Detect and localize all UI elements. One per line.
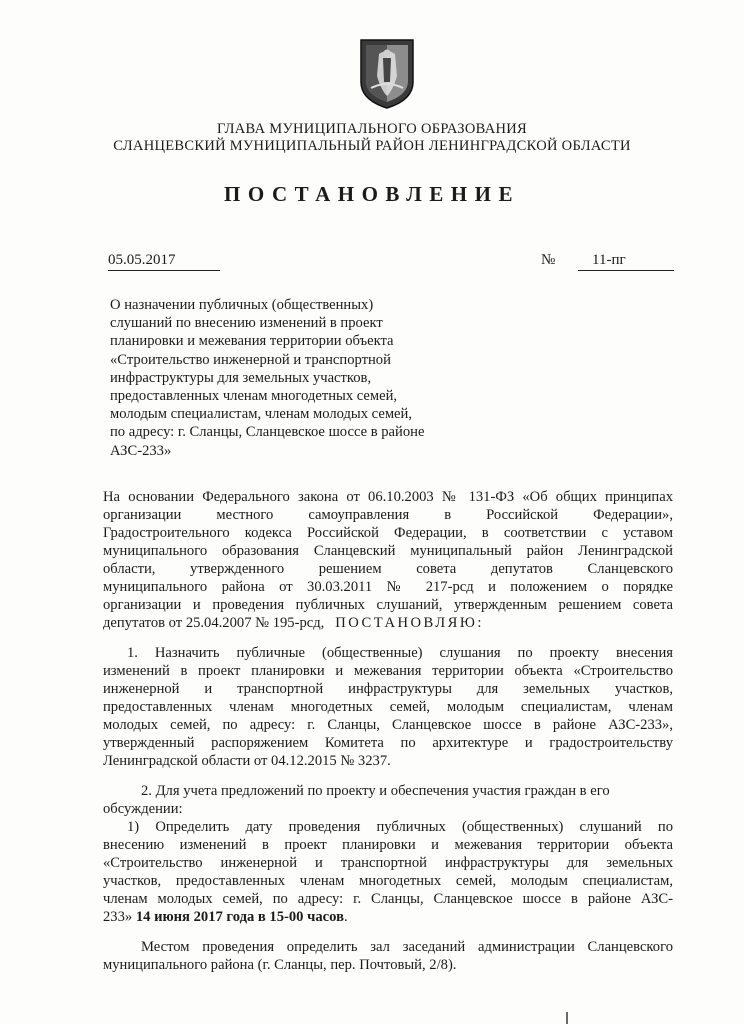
document-body	[103, 488, 673, 974]
text-line: обсуждении:	[103, 801, 183, 817]
subject-line: О назначении публичных (общественных)	[110, 297, 374, 313]
text-fragment: .	[343, 909, 348, 925]
page-edge-mark	[566, 1012, 568, 1024]
text-line: «Строительство инженерной и транспортной инфраструктуры для земельных	[103, 855, 673, 871]
text-line	[103, 908, 673, 926]
subject-line: «Строительство инженерной и транспортной	[110, 351, 391, 368]
text-line: инженерной и транспортной инфраструктуры для земельных участков,	[103, 681, 673, 697]
text-line: членам молодых семей, по адресу: г. Сланцы, Сланцевское шоссе в районе АЗС-	[103, 891, 673, 907]
subject-line: АЗС-233»	[110, 442, 172, 459]
subject-line: по адресу: г. Сланцы, Сланцевское шоссе в районе	[110, 424, 425, 441]
document-number: 11-пг	[578, 252, 674, 271]
item-1-paragraph	[103, 644, 673, 770]
text-line: 2. Для учета предложений по проекту и обеспечения участия граждан в его	[141, 783, 610, 799]
text-line: предоставленных членам многодетных семей, молодым специалистам, членам	[103, 699, 673, 715]
coat-of-arms-icon	[357, 36, 417, 110]
text-line: организации местного самоуправления в Российской Федерации»,	[103, 507, 673, 523]
text-line: Ленинградской области от 04.12.2015 № 3237.	[103, 753, 391, 769]
text-line: внесению изменений в проект планировки и межевания территории объекта	[103, 837, 673, 853]
text-line: молодых семей, по адресу: г. Сланцы, Сланцевское шоссе в районе АЗС-233»,	[103, 717, 673, 733]
document-subject	[110, 296, 470, 460]
item-2-1-paragraph	[103, 818, 673, 926]
subject-line: планировки и межевания территории объекта	[110, 333, 394, 350]
number-label: №	[541, 252, 556, 268]
text-line: участков, предоставленных членам многодетных семей, молодым специалистам,	[103, 873, 673, 889]
document-date: 05.05.2017	[108, 252, 220, 271]
hearing-date: 14 июня 2017 года в 15-00 часов	[135, 909, 344, 925]
text-line: 1. Назначить публичные (общественные) слушания по проекту внесения	[127, 645, 673, 661]
document-title: ПОСТАНОВЛЕНИЕ	[224, 182, 520, 206]
text-fragment: депутатов от 25.04.2007 № 195-рсд,	[103, 615, 325, 631]
header-title-line2: СЛАНЦЕВСКИЙ МУНИЦИПАЛЬНЫЙ РАЙОН ЛЕНИНГРАДСКОЙ ОБЛАСТИ	[113, 138, 631, 154]
text-line: области, утвержденного решением совета депутатов Сланцевского	[103, 561, 673, 577]
place-paragraph	[103, 938, 673, 974]
header-title-line1: ГЛАВА МУНИЦИПАЛЬНОГО ОБРАЗОВАНИЯ	[217, 121, 527, 137]
preamble-paragraph	[103, 488, 673, 632]
decree-word: ПОСТАНОВЛЯЮ:	[335, 615, 484, 631]
text-fragment: 233»	[103, 909, 133, 925]
text-line: изменений в проект планировки и межевания территории объекта «Строительство	[103, 663, 673, 679]
subject-line: предоставленных членам многодетных семей,	[110, 388, 398, 405]
text-line: муниципального образования Сланцевский муниципальный район Ленинградской	[103, 543, 673, 559]
item-2-paragraph	[103, 782, 673, 818]
text-line: Местом проведения определить зал заседаний администрации Сланцевского	[141, 939, 673, 955]
subject-line: инфраструктуры для земельных участков,	[110, 369, 372, 386]
text-line: утвержденный распоряжением Комитета по архитектуре и градостроительству	[103, 735, 673, 751]
text-line: На основании Федерального закона от 06.10.2003 № 131-ФЗ «Об общих принципах	[103, 489, 673, 505]
text-line: муниципального района (г. Сланцы, пер. Почтовый, 2/8).	[103, 957, 457, 973]
text-line: 1) Определить дату проведения публичных (общественных) слушаний по	[127, 819, 673, 835]
subject-line: слушаний по внесению изменений в проект	[110, 315, 383, 332]
text-line: муниципального района от 30.03.2011 № 217-рсд и положением о порядке	[103, 579, 673, 595]
text-line	[103, 614, 673, 632]
text-line: Градостроительного кодекса Российской Федерации, в соответствии с уставом	[103, 525, 673, 541]
subject-line: молодым специалистам, членам молодых семей,	[110, 406, 412, 423]
text-line: организации и проведения публичных слушаний, утвержденным решением совета	[103, 597, 673, 613]
